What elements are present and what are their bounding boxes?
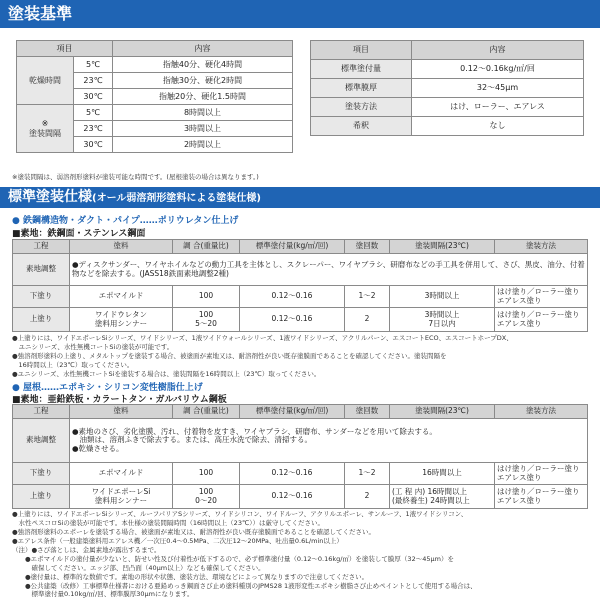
table-row (13, 419, 588, 463)
step-cell: 上塗り (13, 308, 70, 332)
table-row (311, 79, 584, 98)
spec1-table (12, 239, 588, 332)
method-cell: はけ塗り／ローラー塗り エアレス塗り (495, 485, 588, 509)
step-cell: 下塗り (13, 463, 70, 485)
interval-cell: (工 程 内) 16時間以上 (最終養生) 24時間以上 (390, 485, 495, 509)
item-cell: 希釈 (311, 117, 412, 136)
temp-cell: 23℃ (74, 121, 113, 137)
spec2-heading-text: 屋根……エポキシ・シリコン変性樹脂仕上げ (23, 383, 203, 393)
table-row (13, 463, 588, 485)
mix-cell: 100 (173, 463, 240, 485)
table-row (311, 60, 584, 79)
paint-cell: エポマイルド (70, 463, 173, 485)
content-cell: 指触40分、硬化4時間 (113, 57, 293, 73)
table-row (17, 57, 293, 73)
spec2-table (12, 404, 588, 509)
paint-cell: エポマイルド (70, 286, 173, 308)
table-header-row (17, 41, 293, 57)
spec2-note-5: （注）●さび落としは、金属素地が露出するまで。 (12, 546, 161, 554)
prep-text: ●ディスクサンダー、ワイヤホイルなどの動力工具を主体とし、スクレーパー、ワイヤブラシ、研磨布などの手工具を併用して、さび、黒皮、油分、付着物などを除去する。(JASS18鉄面素地調整2種) (70, 254, 588, 286)
table-row (311, 98, 584, 117)
content-cell: なし (412, 117, 584, 136)
spec1-heading-text: 鉄鋼構造物・ダクト・パイプ……ポリウレタン仕上げ (23, 216, 239, 226)
spec2-note-7: 確保してください。エッジ部、凹凸面（40μm以上）なども確保してください。 (12, 564, 265, 572)
table-header-content: 内容 (412, 41, 584, 60)
col-step: 工程 (13, 240, 70, 254)
section-title-sub: (オール弱溶剤形塗料による塗装仕様) (92, 193, 261, 204)
table-row (311, 117, 584, 136)
spec1-note-4: 16時間以上（23℃）取ってください。 (12, 361, 134, 369)
interval-mark: ※ (41, 119, 49, 129)
table-row (13, 308, 588, 332)
col-amount: 標準塗付量(kg/㎡/回) (240, 240, 345, 254)
col-mix: 調 合(重量比) (173, 240, 240, 254)
method-cell: はけ塗り／ローラー塗り エアレス塗り (495, 308, 588, 332)
table-header-item: 項目 (17, 41, 113, 57)
temp-cell: 30℃ (74, 89, 113, 105)
coats-cell: 2 (345, 308, 390, 332)
amount-cell: 0.12～0.16 (240, 463, 345, 485)
interval-label-cell (17, 105, 74, 153)
item-cell: 標準膜厚 (311, 79, 412, 98)
mix-cell: 100 (173, 286, 240, 308)
table-header-row (13, 240, 588, 254)
application-spec-table (310, 40, 584, 136)
method-cell: はけ塗り／ローラー塗り エアレス塗り (495, 286, 588, 308)
content-cell: 指触30分、硬化2時間 (113, 73, 293, 89)
col-method: 塗装方法 (495, 405, 588, 419)
table-header-row (311, 41, 584, 60)
spec1-substrate: ■素地：鉄鋼面・ステンレス鋼面 (12, 229, 146, 239)
amount-cell: 0.12～0.16 (240, 286, 345, 308)
step-cell: 下塗り (13, 286, 70, 308)
spec2-note-2: 水性ペスコロSiの塗装が可能です。本仕様の塗装間隔時間（16時間以上（23℃））は厳守してください。 (12, 519, 325, 527)
mix-cell: 100 0～20 (173, 485, 240, 509)
col-method: 塗装方法 (495, 240, 588, 254)
spec1-note-1: ●上塗りには、ワイドエポーレSiシリーズ、ワイドシリーズ、1液ワイドウォールシリーズ、1液ワイドシリーズ、アクリルパーン、エスコートECO、エスコートホープDX、 (12, 334, 513, 342)
method-cell: はけ塗り／ローラー塗り エアレス塗り (495, 463, 588, 485)
interval-cell: 3時間以上 (390, 286, 495, 308)
amount-cell: 0.12～0.16 (240, 485, 345, 509)
temp-cell: 5℃ (74, 105, 113, 121)
col-coats: 塗回数 (345, 405, 390, 419)
prep-text: ●素地のさび、劣化塗膜、汚れ、付着物を皮すき、ワイヤブラシ、研磨布、サンダーなどを用いて除去する。 油類は、溶剤ふきで除去する。または、高圧水洗で除去、清掃する。 ●乾燥させる。 (70, 419, 588, 463)
table-header-content: 内容 (113, 41, 293, 57)
interval-cell: 16時間以上 (390, 463, 495, 485)
section-title-standard-spec (0, 187, 600, 208)
spec2-note-9: ●公共建築（改修）工事標準仕様書における亜鉛めっき鋼面さび止め塗料種別のJPMS28 1液形変性エポキシ樹脂さび止めペイントとして使用する場合は、 (12, 582, 477, 590)
step-cell: 上塗り (13, 485, 70, 509)
spec2-note-3: ●強溶剤形塗料のエポーレを塗装する場合、被塗面が素地又は、耐溶剤性が良い既存塗膜面であることを確認してください。 (12, 528, 376, 536)
coats-cell: 1～2 (345, 286, 390, 308)
spec2-note-4: ●エアレス条件（一般建築塗料用エアレス機／一次圧0.4～0.5MPa、二次圧12～20MPa、吐出量0.6L/min以上） (12, 537, 343, 545)
table-row (13, 254, 588, 286)
table-header-row (13, 405, 588, 419)
spec2-note-8: ●塗付量は、標準的な数値です。素地の形状や状態、塗装方法、環境などによって異なりますので注意してください。 (12, 573, 369, 581)
coats-cell: 1～2 (345, 463, 390, 485)
content-cell: 指触20分、硬化1.5時間 (113, 89, 293, 105)
section-title-painting-standard: 塗装基準 (0, 0, 600, 28)
table-row (13, 485, 588, 509)
content-cell: 8時間以上 (113, 105, 293, 121)
spec1-heading (12, 213, 238, 226)
item-cell: 塗装方法 (311, 98, 412, 117)
col-paint: 塗料 (70, 240, 173, 254)
interval-label: 塗装間隔 (29, 128, 61, 138)
spec2-substrate: ■素地：亜鉛鉄板・カラートタン・ガルバリウム鋼板 (12, 395, 227, 405)
content-cell: はけ、ローラー、エアレス (412, 98, 584, 117)
col-paint: 塗料 (70, 405, 173, 419)
temp-cell: 30℃ (74, 137, 113, 153)
spec1-note-3: ●強溶剤形塗料の上塗り、メタルトップを塗装する場合、被塗面が素地又は、耐溶剤性が良い既存塗膜面であることを確認してください。塗装間隔を (12, 352, 447, 360)
mix-cell: 100 5～20 (173, 308, 240, 332)
col-interval: 塗装間隔(23℃) (390, 240, 495, 254)
content-cell: 32～45μm (412, 79, 584, 98)
paint-cell: ワイドエポーレSi 塗料用シンナー (70, 485, 173, 509)
prep-label: 素地調整 (13, 254, 70, 286)
content-cell: 0.12～0.16kg/㎡/回 (412, 60, 584, 79)
spec1-note-2: ユニシリーズ、水性無機コートSiの塗装が可能です。 (12, 343, 174, 351)
section-title-main: 標準塗装仕様 (8, 189, 92, 205)
drying-time-label: 乾燥時間 (17, 57, 74, 105)
table-header-item: 項目 (311, 41, 412, 60)
paint-cell: ワイドウレタン 塗料用シンナー (70, 308, 173, 332)
col-coats: 塗回数 (345, 240, 390, 254)
prep-label: 素地調整 (13, 419, 70, 463)
bullet-icon: ● (12, 383, 20, 393)
spec2-note-1: ●上塗りには、ワイドエポーレSiシリーズ、ルーフパリアSシリーズ、ワイドシリコン、ワイドルーフ、アクリルエポーレ、サンルーフ、1液ワイドシリコン、 (12, 510, 468, 518)
spec1-note-5: ●ユニシリーズ、水性無機コートSiを塗装する場合は、塗装間隔を16時間以上（23℃）取ってください。 (12, 370, 321, 378)
table-row (17, 105, 293, 121)
content-cell: 2時間以上 (113, 137, 293, 153)
interval-footnote: ※塗装間隔は、弱溶剤形塗料が塗装可能な時間です。(屋根塗装の場合は異なります。) (12, 173, 259, 181)
bullet-icon: ● (12, 216, 20, 226)
content-cell: 3時間以上 (113, 121, 293, 137)
temp-cell: 5℃ (74, 57, 113, 73)
interval-cell: 3時間以上 7日以内 (390, 308, 495, 332)
drying-interval-table (16, 40, 293, 153)
coats-cell: 2 (345, 485, 390, 509)
col-step: 工程 (13, 405, 70, 419)
item-cell: 標準塗付量 (311, 60, 412, 79)
spec2-note-10: 標準塗付量0.10kg/㎡/回、標準膜厚30μmになります。 (12, 590, 194, 598)
spec2-note-6: ●エポマイルドの塗付量が少ないと、防せい性及び付着性が低下するので、必ず標準塗付量（0.12～0.16kg/㎡）を塗装して膜厚（32～45μm）を (12, 555, 454, 563)
col-amount: 標準塗付量(kg/㎡/回) (240, 405, 345, 419)
col-mix: 調 合(重量比) (173, 405, 240, 419)
table-row (13, 286, 588, 308)
col-interval: 塗装間隔(23℃) (390, 405, 495, 419)
amount-cell: 0.12～0.16 (240, 308, 345, 332)
temp-cell: 23℃ (74, 73, 113, 89)
